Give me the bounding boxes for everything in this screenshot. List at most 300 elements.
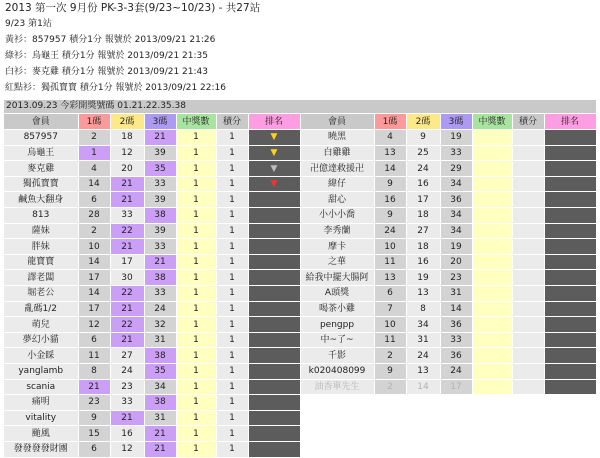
table-row bbox=[4, 332, 596, 348]
member-name: k020408099 bbox=[300, 364, 374, 380]
hit-count: 1 bbox=[176, 379, 216, 395]
table-row bbox=[4, 161, 596, 177]
member-name: yanglamb bbox=[4, 364, 78, 380]
hit-count: 1 bbox=[176, 270, 216, 286]
hit-count bbox=[472, 192, 512, 208]
rank-cell bbox=[544, 332, 596, 348]
table-header bbox=[4, 114, 596, 130]
num-3: 38 bbox=[144, 395, 176, 411]
member-name: 薩妹 bbox=[4, 223, 78, 239]
num-3: 39 bbox=[144, 223, 176, 239]
num-1: 24 bbox=[374, 223, 406, 239]
num-2: 22 bbox=[110, 317, 144, 333]
num-3: 36 bbox=[440, 192, 472, 208]
member-name: 亂碼1/2 bbox=[4, 301, 78, 317]
empty-cell bbox=[512, 441, 544, 457]
num-3: 38 bbox=[144, 348, 176, 364]
rank-cell bbox=[544, 301, 596, 317]
table-row bbox=[4, 176, 596, 192]
points: 1 bbox=[216, 192, 248, 208]
member-name: scania bbox=[4, 379, 78, 395]
num-2: 21 bbox=[110, 410, 144, 426]
rank-cell bbox=[544, 208, 596, 224]
rank-cell bbox=[544, 192, 596, 208]
col-member: 會員 bbox=[4, 114, 78, 130]
points: 1 bbox=[216, 348, 248, 364]
member-name: 857957 bbox=[4, 130, 78, 146]
hit-count: 1 bbox=[176, 254, 216, 270]
points: 1 bbox=[216, 332, 248, 348]
num-3: 33 bbox=[144, 286, 176, 302]
rank-cell bbox=[248, 254, 300, 270]
points bbox=[512, 192, 544, 208]
hit-count bbox=[472, 379, 512, 395]
num-3: 38 bbox=[144, 270, 176, 286]
points: 1 bbox=[216, 301, 248, 317]
member-name: 小小小喬 bbox=[300, 208, 374, 224]
num-3: 34 bbox=[144, 379, 176, 395]
member-name: 獨孤寶寶 bbox=[4, 176, 78, 192]
rank-cell bbox=[248, 441, 300, 457]
num-3: 33 bbox=[144, 239, 176, 255]
empty-cell bbox=[374, 426, 406, 442]
num-3: 39 bbox=[144, 192, 176, 208]
num-3: 31 bbox=[144, 410, 176, 426]
hit-count: 1 bbox=[176, 301, 216, 317]
num-2: 18 bbox=[110, 130, 144, 146]
points bbox=[512, 270, 544, 286]
num-2: 31 bbox=[406, 332, 440, 348]
num-3: 14 bbox=[440, 301, 472, 317]
num-2: 8 bbox=[406, 301, 440, 317]
num-1: 14 bbox=[78, 254, 110, 270]
num-1: 11 bbox=[374, 254, 406, 270]
member-name: 油香單先生 bbox=[300, 379, 374, 395]
member-name: 李秀蘭 bbox=[300, 223, 374, 239]
num-1: 2 bbox=[374, 348, 406, 364]
points: 1 bbox=[216, 223, 248, 239]
empty-cell bbox=[300, 426, 374, 442]
hit-count bbox=[472, 176, 512, 192]
num-1: 7 bbox=[374, 301, 406, 317]
empty-cell bbox=[472, 410, 512, 426]
num-2: 33 bbox=[110, 395, 144, 411]
table-row bbox=[4, 379, 596, 395]
rank-cell bbox=[248, 192, 300, 208]
num-1: 6 bbox=[78, 332, 110, 348]
num-3: 34 bbox=[440, 223, 472, 239]
col-hits: 中獎數 bbox=[176, 114, 216, 130]
hit-count bbox=[472, 286, 512, 302]
empty-cell bbox=[544, 441, 596, 457]
points bbox=[512, 364, 544, 380]
empty-cell bbox=[440, 441, 472, 457]
num-1: 6 bbox=[78, 192, 110, 208]
member-name: 之華 bbox=[300, 254, 374, 270]
num-2: 30 bbox=[110, 270, 144, 286]
num-2: 16 bbox=[406, 254, 440, 270]
num-2: 34 bbox=[406, 317, 440, 333]
rank-cell bbox=[544, 254, 596, 270]
num-1: 21 bbox=[78, 379, 110, 395]
points bbox=[512, 239, 544, 255]
empty-cell bbox=[440, 426, 472, 442]
num-2: 16 bbox=[110, 426, 144, 442]
member-name: 小金睬 bbox=[4, 348, 78, 364]
num-2: 27 bbox=[406, 223, 440, 239]
num-1: 10 bbox=[78, 239, 110, 255]
rank-gold-icon: ▼ bbox=[248, 130, 300, 146]
num-1: 28 bbox=[78, 208, 110, 224]
empty-cell bbox=[406, 426, 440, 442]
table-row bbox=[4, 348, 596, 364]
points: 1 bbox=[216, 145, 248, 161]
hit-count: 1 bbox=[176, 395, 216, 411]
hit-count: 1 bbox=[176, 239, 216, 255]
hit-count bbox=[472, 301, 512, 317]
points: 1 bbox=[216, 176, 248, 192]
empty-cell bbox=[374, 410, 406, 426]
hit-count: 1 bbox=[176, 441, 216, 457]
empty-cell bbox=[406, 410, 440, 426]
member-name: 白雞雞 bbox=[300, 145, 374, 161]
rank-cell bbox=[544, 176, 596, 192]
rank-cell bbox=[544, 270, 596, 286]
member-name: 千影 bbox=[300, 348, 374, 364]
yellow-shirt-line: 黃衫：857957 積分1分 報號於 2013/09/21 21:26 bbox=[5, 35, 216, 45]
num-2: 24 bbox=[406, 161, 440, 177]
points: 1 bbox=[216, 208, 248, 224]
member-name: 卍億達救援卍 bbox=[300, 161, 374, 177]
points: 1 bbox=[216, 395, 248, 411]
table-row bbox=[4, 286, 596, 302]
rank-cell bbox=[544, 286, 596, 302]
num-3: 31 bbox=[144, 332, 176, 348]
num-1: 9 bbox=[374, 208, 406, 224]
rank-cell bbox=[544, 239, 596, 255]
table-row bbox=[4, 364, 596, 380]
empty-cell bbox=[374, 441, 406, 457]
points bbox=[512, 317, 544, 333]
empty-cell bbox=[440, 395, 472, 411]
empty-cell bbox=[544, 395, 596, 411]
rank-cell bbox=[248, 317, 300, 333]
num-1: 15 bbox=[78, 426, 110, 442]
num-1: 13 bbox=[374, 145, 406, 161]
rank-cell bbox=[248, 379, 300, 395]
num-3: 31 bbox=[440, 286, 472, 302]
col-hits-2: 中獎數 bbox=[472, 114, 512, 130]
hit-count bbox=[472, 161, 512, 177]
hit-count bbox=[472, 317, 512, 333]
num-1: 10 bbox=[374, 239, 406, 255]
empty-cell bbox=[512, 410, 544, 426]
rank-gold-icon: ▼ bbox=[248, 145, 300, 161]
rank-cell bbox=[248, 208, 300, 224]
points: 1 bbox=[216, 426, 248, 442]
num-1: 12 bbox=[78, 317, 110, 333]
num-3: 36 bbox=[440, 317, 472, 333]
rank-gray-icon: ▼ bbox=[248, 161, 300, 177]
num-3: 39 bbox=[144, 145, 176, 161]
rank-cell bbox=[544, 317, 596, 333]
hit-count: 1 bbox=[176, 130, 216, 146]
num-3: 34 bbox=[440, 176, 472, 192]
table-row bbox=[4, 270, 596, 286]
points: 1 bbox=[216, 254, 248, 270]
rank-cell bbox=[248, 239, 300, 255]
hit-count: 1 bbox=[176, 208, 216, 224]
num-3: 24 bbox=[144, 301, 176, 317]
num-1: 14 bbox=[78, 286, 110, 302]
table-row bbox=[4, 192, 596, 208]
num-2: 33 bbox=[110, 208, 144, 224]
num-1: 2 bbox=[78, 223, 110, 239]
num-2: 22 bbox=[110, 223, 144, 239]
points bbox=[512, 379, 544, 395]
num-2: 20 bbox=[110, 161, 144, 177]
num-1: 9 bbox=[374, 364, 406, 380]
hit-count: 1 bbox=[176, 161, 216, 177]
member-name: pengpp bbox=[300, 317, 374, 333]
member-name: 喝茶小雞 bbox=[300, 301, 374, 317]
num-1: 16 bbox=[374, 192, 406, 208]
num-2: 17 bbox=[406, 192, 440, 208]
num-3: 33 bbox=[440, 145, 472, 161]
num-2: 13 bbox=[406, 364, 440, 380]
member-name: 發發發發財團 bbox=[4, 441, 78, 457]
red-dot-shirt-line: 紅點衫：獨孤寶寶 積分1分 報號於 2013/09/21 22:16 bbox=[5, 83, 226, 93]
points: 1 bbox=[216, 441, 248, 457]
points: 1 bbox=[216, 239, 248, 255]
num-2: 19 bbox=[406, 270, 440, 286]
num-3: 20 bbox=[440, 254, 472, 270]
col-member-2: 會員 bbox=[300, 114, 374, 130]
table-row bbox=[4, 145, 596, 161]
empty-cell bbox=[406, 441, 440, 457]
draw-numbers-bar: 2013.09.23 今彩開獎號碼 01.21.22.35.38 bbox=[4, 100, 596, 113]
points bbox=[512, 254, 544, 270]
num-3: 35 bbox=[144, 161, 176, 177]
member-name: 痛明 bbox=[4, 395, 78, 411]
hit-count bbox=[472, 270, 512, 286]
num-2: 14 bbox=[406, 379, 440, 395]
empty-cell bbox=[300, 410, 374, 426]
hit-count bbox=[472, 223, 512, 239]
table-row bbox=[4, 130, 596, 146]
member-name: 萌兒 bbox=[4, 317, 78, 333]
num-3: 35 bbox=[144, 364, 176, 380]
hit-count: 1 bbox=[176, 410, 216, 426]
num-3: 19 bbox=[440, 130, 472, 146]
points bbox=[512, 145, 544, 161]
num-2: 13 bbox=[406, 286, 440, 302]
hit-count: 1 bbox=[176, 223, 216, 239]
hit-count bbox=[472, 130, 512, 146]
num-1: 17 bbox=[78, 270, 110, 286]
empty-cell bbox=[472, 426, 512, 442]
empty-cell bbox=[440, 410, 472, 426]
num-3: 23 bbox=[440, 270, 472, 286]
num-2: 16 bbox=[406, 176, 440, 192]
empty-cell bbox=[544, 426, 596, 442]
num-2: 21 bbox=[110, 301, 144, 317]
empty-cell bbox=[472, 441, 512, 457]
table-row bbox=[4, 301, 596, 317]
table-row bbox=[4, 254, 596, 270]
hit-count: 1 bbox=[176, 364, 216, 380]
rank-cell bbox=[544, 130, 596, 146]
rank-cell bbox=[248, 270, 300, 286]
table-row bbox=[4, 410, 596, 426]
points bbox=[512, 176, 544, 192]
rank-cell bbox=[248, 364, 300, 380]
hit-count: 1 bbox=[176, 145, 216, 161]
num-3: 32 bbox=[144, 317, 176, 333]
table-row bbox=[4, 208, 596, 224]
num-1: 14 bbox=[78, 176, 110, 192]
empty-cell bbox=[300, 441, 374, 457]
rank-cell bbox=[248, 348, 300, 364]
table-row bbox=[4, 441, 596, 457]
member-name: 龍寶寶 bbox=[4, 254, 78, 270]
points: 1 bbox=[216, 364, 248, 380]
member-name: 夢幻小貓 bbox=[4, 332, 78, 348]
num-2: 27 bbox=[110, 348, 144, 364]
white-shirt-line: 白衫：麥克雞 積分1分 報號於 2013/09/21 21:43 bbox=[5, 67, 208, 77]
empty-cell bbox=[406, 395, 440, 411]
num-2: 21 bbox=[110, 332, 144, 348]
green-shirt-line: 綠衫：烏龜王 積分1分 報號於 2013/09/21 21:35 bbox=[5, 51, 208, 61]
col-points: 積分 bbox=[216, 114, 248, 130]
member-name: 堀老公 bbox=[4, 286, 78, 302]
num-1: 9 bbox=[78, 410, 110, 426]
num-3: 21 bbox=[144, 426, 176, 442]
num-3: 21 bbox=[144, 254, 176, 270]
page-title: 2013 第一次 9月份 PK-3-3套(9/23~10/23) - 共27站 bbox=[5, 2, 261, 14]
num-2: 24 bbox=[110, 364, 144, 380]
num-3: 36 bbox=[440, 348, 472, 364]
member-name: 摩卡 bbox=[300, 239, 374, 255]
num-2: 18 bbox=[406, 239, 440, 255]
hit-count bbox=[472, 332, 512, 348]
num-1: 4 bbox=[78, 161, 110, 177]
num-1: 9 bbox=[374, 176, 406, 192]
num-1: 11 bbox=[78, 348, 110, 364]
col-rank-2: 排名 bbox=[544, 114, 596, 130]
num-2: 23 bbox=[110, 379, 144, 395]
points: 1 bbox=[216, 161, 248, 177]
points bbox=[512, 161, 544, 177]
hit-count: 1 bbox=[176, 192, 216, 208]
num-2: 25 bbox=[406, 145, 440, 161]
rank-cell bbox=[544, 145, 596, 161]
num-1: 10 bbox=[374, 317, 406, 333]
num-2: 9 bbox=[406, 130, 440, 146]
num-3: 38 bbox=[144, 208, 176, 224]
station-label: 9/23 第1站 bbox=[5, 19, 52, 29]
points: 1 bbox=[216, 130, 248, 146]
num-3: 24 bbox=[440, 364, 472, 380]
num-3: 21 bbox=[144, 441, 176, 457]
col-n2: 2碼 bbox=[110, 114, 144, 130]
hit-count bbox=[472, 348, 512, 364]
member-name: 中~了~ bbox=[300, 332, 374, 348]
num-3: 33 bbox=[440, 332, 472, 348]
member-name: 颱風 bbox=[4, 426, 78, 442]
num-1: 11 bbox=[374, 332, 406, 348]
rank-cell bbox=[248, 286, 300, 302]
col-n3-2: 3碼 bbox=[440, 114, 472, 130]
points: 1 bbox=[216, 317, 248, 333]
col-n3: 3碼 bbox=[144, 114, 176, 130]
member-name: 緯仔 bbox=[300, 176, 374, 192]
rank-cell bbox=[544, 348, 596, 364]
num-1: 2 bbox=[374, 379, 406, 395]
member-name: 813 bbox=[4, 208, 78, 224]
empty-cell bbox=[300, 395, 374, 411]
points bbox=[512, 130, 544, 146]
empty-cell bbox=[512, 426, 544, 442]
col-rank: 排名 bbox=[248, 114, 300, 130]
points: 1 bbox=[216, 410, 248, 426]
rank-cell bbox=[248, 426, 300, 442]
member-name: 麥克雞 bbox=[4, 161, 78, 177]
num-2: 18 bbox=[406, 208, 440, 224]
hit-count bbox=[472, 364, 512, 380]
col-n1-2: 1碼 bbox=[374, 114, 406, 130]
member-name: 胖妹 bbox=[4, 239, 78, 255]
rank-cell bbox=[248, 332, 300, 348]
num-2: 12 bbox=[110, 441, 144, 457]
num-3: 33 bbox=[144, 176, 176, 192]
num-2: 22 bbox=[110, 286, 144, 302]
hit-count bbox=[472, 239, 512, 255]
table-row bbox=[4, 239, 596, 255]
num-3: 34 bbox=[440, 208, 472, 224]
num-1: 6 bbox=[374, 286, 406, 302]
hit-count: 1 bbox=[176, 286, 216, 302]
rank-cell bbox=[248, 395, 300, 411]
num-1: 4 bbox=[374, 130, 406, 146]
num-3: 17 bbox=[440, 379, 472, 395]
rank-red-icon: ▼ bbox=[248, 176, 300, 192]
empty-cell bbox=[512, 395, 544, 411]
num-1: 2 bbox=[78, 130, 110, 146]
num-2: 24 bbox=[406, 348, 440, 364]
num-2: 17 bbox=[110, 254, 144, 270]
points bbox=[512, 301, 544, 317]
table-row bbox=[4, 317, 596, 333]
points bbox=[512, 332, 544, 348]
hit-count bbox=[472, 208, 512, 224]
num-2: 21 bbox=[110, 176, 144, 192]
member-name: vitality bbox=[4, 410, 78, 426]
points bbox=[512, 286, 544, 302]
rank-cell bbox=[248, 410, 300, 426]
points: 1 bbox=[216, 379, 248, 395]
points: 1 bbox=[216, 286, 248, 302]
num-2: 12 bbox=[110, 145, 144, 161]
hit-count: 1 bbox=[176, 332, 216, 348]
member-name: 甜心 bbox=[300, 192, 374, 208]
col-n1: 1碼 bbox=[78, 114, 110, 130]
member-name: 鹹魚大翻身 bbox=[4, 192, 78, 208]
num-1: 1 bbox=[78, 145, 110, 161]
points: 1 bbox=[216, 270, 248, 286]
hit-count: 1 bbox=[176, 176, 216, 192]
empty-cell bbox=[374, 395, 406, 411]
